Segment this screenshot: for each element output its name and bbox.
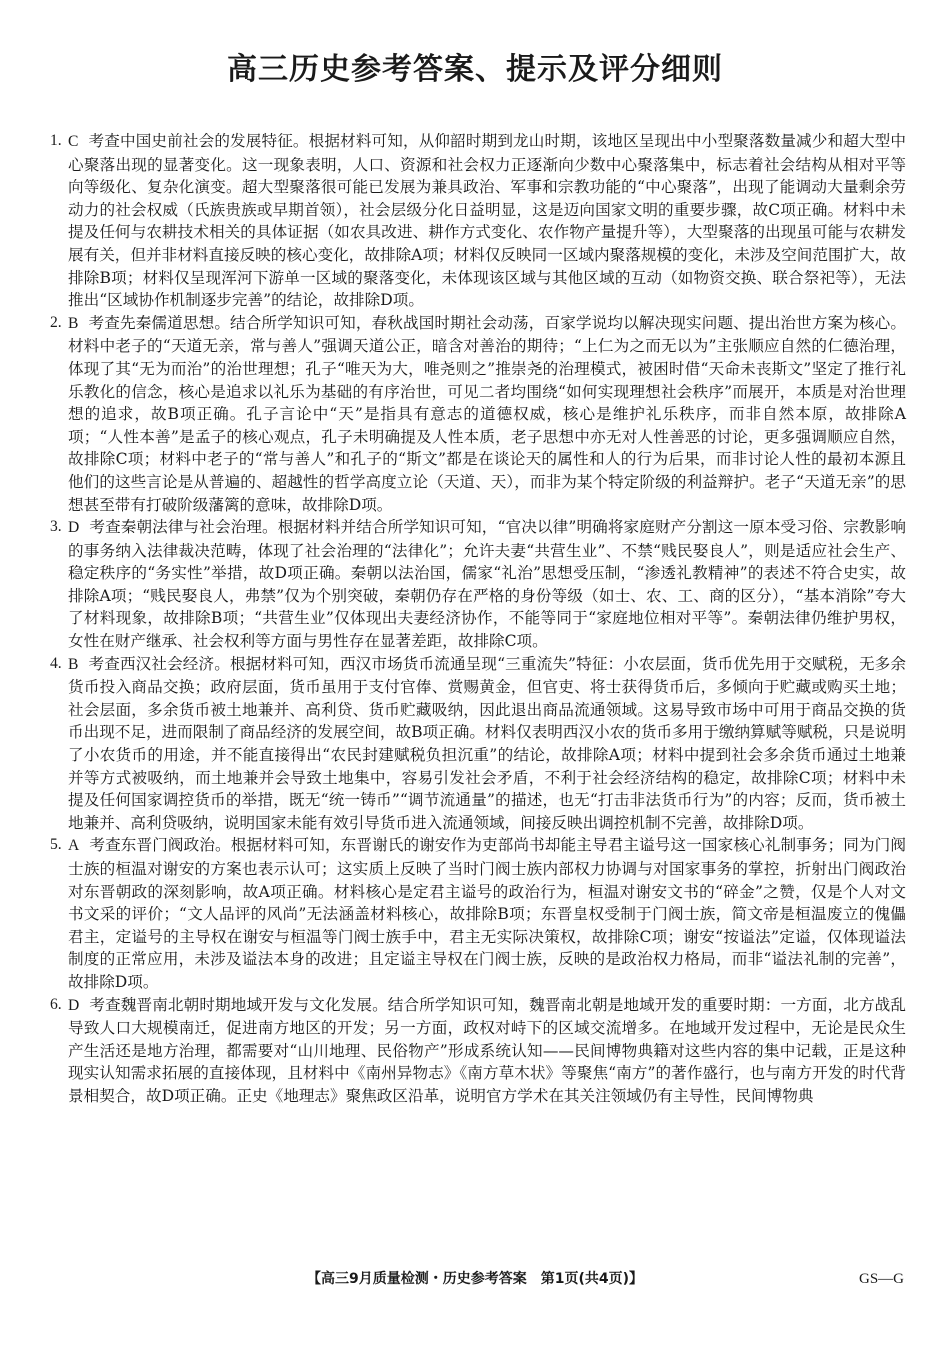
answer-text: 考查西汉社会经济。根据材料可知，西汉市场货币流通呈现“三重流失”特征：小农层面，货币优先用于交赋税，无多余货币投入商品交换；政府层面，货币虽用于支付官俸、赏赐黄金，但官吏、将士获得货币后，多倾向于贮藏或购买土地；社会层面，多余货币被土地兼并、高利贷、货币贮藏吸纳，因此退出商品流通领域。这易导致市场中可用于商品交换的货币出现不足，进而限制了商品经济的发展空间，故B项正确。材料仅表明西汉小农的货币多用于缴纳算赋等赋税，只是说明了小农货币的用途，并不能直接得出“农民封建赋税负担沉重”的结论，故排除A项；材料中提到社会多余货币通过土地兼并等方式被吸纳，而土地兼并会导致土地集中，容易引发社会矛盾，不利于社会经济结构的稳定，故排除C项；材料中未提及任何国家调控货币的举措，既无“统一铸币”“调节流通量”的描述，也无“打击非法货币行为”的内容；反而，货币被土地兼并、高利贷吸纳，说明国家未能有效引导货币进入流通领域，间接反映出调控机制不完善，故排除D项。 <box>68 654 906 832</box>
answer-item <box>50 312 906 516</box>
answer-choice: D <box>68 996 80 1014</box>
answer-text: 考查东晋门阀政治。根据材料可知，东晋谢氏的谢安作为吏部尚书却能主导君主谥号这一国家核心礼制事务；同为门阀士族的桓温对谢安的方案也表示认可；这实质上反映了当时门阀士族内部权力协调与对国家事务的掌控，折射出门阀政治对东晋朝政的深刻影响，故A项正确。材料核心是定君主谥号的政治行为，桓温对谢安文书的“碎金”之赞，仅是个人对文书文采的评价；“文人品评的风尚”无法涵盖材料核心，故排除B项；东晋皇权受制于门阀士族，简文帝是桓温废立的傀儡君主，定谥号的主导权在谢安与桓温等门阀士族手中，君主无实际决策权，故排除C项；谢安“按谥法”定谥，仅体现谥法制度的正常应用，未涉及谥法本身的改进；且定谥主导权在门阀士族，反映的是政治权力格局，而非“谥法礼制的完善”，故排除D项。 <box>68 836 906 991</box>
answer-item <box>50 130 906 312</box>
answer-number: 6. <box>50 995 62 1013</box>
answer-number: 2. <box>50 313 62 331</box>
answer-item <box>50 653 906 835</box>
answer-number: 5. <box>50 836 62 854</box>
page-footer <box>0 1268 950 1290</box>
footer-code: GS—G <box>858 1271 904 1287</box>
answer-choice: B <box>68 655 79 673</box>
answer-number: 3. <box>50 518 62 536</box>
answer-list <box>50 130 906 1108</box>
answer-choice: D <box>68 519 80 537</box>
answer-choice: B <box>68 314 79 332</box>
answer-item <box>50 994 906 1108</box>
answer-text: 考查魏晋南北朝时期地域开发与文化发展。结合所学知识可知，魏晋南北朝是地域开发的重要时期：一方面，北方战乱导致人口大规模南迁，促进南方地区的开发；另一方面，政权对峙下的区域交流增多。在地域开发过程中，无论是民众生产生活还是地方治理，都需要对“山川地理、民俗物产”形成系统认知——民间博物典籍对这些内容的集中记载，正是这种现实认知需求拓展的直接体现，且材料中《南州异物志》《南方草木状》等聚焦“南方”的著作盛行，也与南方开发的时代背景相契合，故D项正确。正史《地理志》聚焦政区沿革，说明官方学术在其关注领域仍有主导性，民间博物典 <box>68 995 906 1105</box>
page-title: 高三历史参考答案、提示及评分细则 <box>227 52 723 87</box>
answer-item <box>50 516 906 653</box>
answer-number: 4. <box>50 654 62 672</box>
answer-choice: C <box>68 133 79 150</box>
answer-text: 考查秦朝法律与社会治理。根据材料并结合所学知识可知，“官决以律”明确将家庭财产分割这一原本受习俗、宗教影响的事务纳入法律裁决范畴，体现了社会治理的“法律化”；允许夫妻“共营生业”、不禁“贱民娶良人”，则是适应社会生产、稳定秩序的“务实性”举措，故D项正确。秦朝以法治国，儒家“礼治”思想受压制，“渗透礼教精神”的表述不符合史实，故排除A项；“贱民娶良人，弗禁”仅为个别突破，秦朝仍存在严格的身份等级（如士、农、工、商的区分），“基本消除”夸大了材料现象，故排除B项；“共营生业”仅体现出夫妻经济协作，不能等同于“家庭地位相对平等”。秦朝法律仍维护男权，女性在财产继承、社会权利等方面与男性存在显著差距，故排除C项。 <box>68 518 906 651</box>
footer-page-info: 【高三9月质量检测・历史参考答案 第1页(共4页)】 <box>306 1271 644 1287</box>
answer-item <box>50 834 906 993</box>
answer-choice: A <box>68 837 80 855</box>
answer-number: 1. <box>50 132 62 149</box>
answer-text: 考查先秦儒道思想。结合所学知识可知，春秋战国时期社会动荡，百家学说均以解决现实问题、提出治世方案为核心。材料中老子的“天道无亲，常与善人”强调天道公正，暗含对善治的期待；“上仁为之而无以为”主张顺应自然的仁德治理，体现了其“无为而治”的治世理想；孔子“唯天为大，唯尧则之”推崇尧的治理模式，被困时借“天命未丧斯文”坚定了推行礼乐教化的信念，核心是追求以礼乐为基础的有序治世，可见二者均围绕“如何实现理想社会秩序”而展开，本质是对治世理想的追求，故B项正确。孔子言论中“天”是指具有意志的道德权威，核心是维护礼乐秩序，而非自然本原，故排除A项；“人性本善”是孟子的核心观点，孔子未明确提及人性本质，老子思想中亦无对人性善恶的讨论，更多强调顺应自然，故排除C项；材料中老子的“常与善人”和孔子的“斯文”都是在谈论天的属性和人的行为后果，而非讨论人性的最初本源且他们的这些言论是从普遍的、超越性的哲学高度立论（天道、天），而非为某个特定阶级的利益辩护。老子“天道无亲”的思想甚至带有打破阶级藩篱的意味，故排除D项。 <box>68 313 906 514</box>
answer-text: 考查中国史前社会的发展特征。根据材料可知，从仰韶时期到龙山时期，该地区呈现出中小型聚落数量减少和超大型中心聚落出现的显著变化。这一现象表明，人口、资源和社会权力正逐渐向少数中心聚落集中，标志着社会结构从相对平等向等级化、复杂化演变。超大型聚落很可能已发展为兼具政治、军事和宗教功能的“中心聚落”，出现了能调动大量剩余劳动力的社会权威（氏族贵族或早期首领），社会层级分化日益明显，这是迈向国家文明的重要步骤，故C项正确。材料中未提及任何与农耕技术相关的具体证据（如农具改进、耕作方式变化、农作物产量提升等），大型聚落的出现虽可能与农耕发展有关，但并非材料直接反映的核心变化，故排除A项；材料仅反映同一区域内聚落规模的变化，未涉及空间范围扩大，故排除B项；材料仅呈现浑河下游单一区域的聚落变化，未体现该区域与其他区域的互动（如物资交换、联合祭祀等），无法推出“区域协作机制逐步完善”的结论，故排除D项。 <box>68 132 906 310</box>
